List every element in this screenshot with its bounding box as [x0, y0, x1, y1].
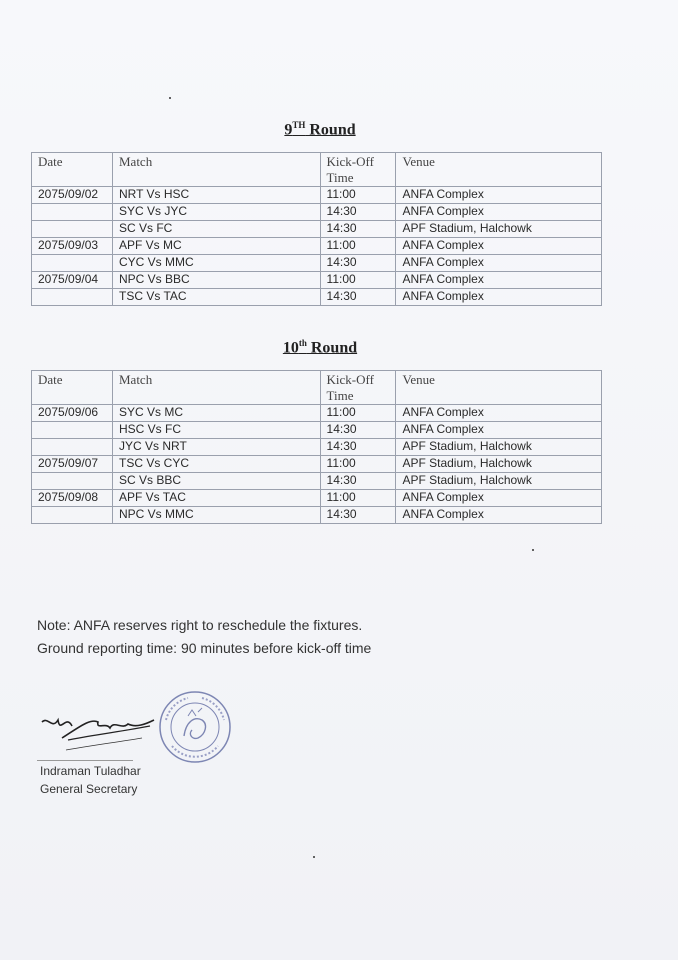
- fixture-row: [32, 490, 602, 507]
- cell-kickoff: 14:30: [320, 204, 396, 221]
- cell-venue: APF Stadium, Halchowk: [396, 221, 602, 238]
- cell-date: [32, 221, 113, 238]
- cell-match: SYC Vs MC: [112, 405, 320, 422]
- table-header-row: [32, 153, 602, 187]
- cell-venue: APF Stadium, Halchowk: [396, 439, 602, 456]
- cell-venue: APF Stadium, Halchowk: [396, 456, 602, 473]
- cell-kickoff: 14:30: [320, 289, 396, 306]
- cell-kickoff: 14:30: [320, 221, 396, 238]
- cell-match: SC Vs BBC: [112, 473, 320, 490]
- cell-kickoff: 11:00: [320, 405, 396, 422]
- cell-venue: ANFA Complex: [396, 187, 602, 204]
- header-venue: Venue: [396, 371, 602, 405]
- cell-kickoff: 11:00: [320, 272, 396, 289]
- cell-venue: ANFA Complex: [396, 405, 602, 422]
- round-10-title: 10th Round: [282, 338, 358, 357]
- cell-kickoff: 11:00: [320, 456, 396, 473]
- cell-date: [32, 255, 113, 272]
- header-date: Date: [32, 371, 113, 405]
- cell-date: 2075/09/08: [32, 490, 113, 507]
- cell-match: SYC Vs JYC: [112, 204, 320, 221]
- cell-match: APF Vs MC: [112, 238, 320, 255]
- cell-venue: ANFA Complex: [396, 204, 602, 221]
- scan-speck: [169, 97, 171, 99]
- fixture-row: [32, 204, 602, 221]
- fixture-row: [32, 473, 602, 490]
- cell-venue: APF Stadium, Halchowk: [396, 473, 602, 490]
- cell-venue: ANFA Complex: [396, 490, 602, 507]
- header-venue: Venue: [396, 153, 602, 187]
- fixture-row: [32, 187, 602, 204]
- cell-date: 2075/09/02: [32, 187, 113, 204]
- signature-line: [37, 760, 133, 761]
- signature-image: [38, 708, 158, 758]
- cell-match: TSC Vs CYC: [112, 456, 320, 473]
- scan-speck: [313, 856, 315, 858]
- fixture-row: [32, 456, 602, 473]
- fixture-row: [32, 439, 602, 456]
- cell-venue: ANFA Complex: [396, 289, 602, 306]
- fixture-row: [32, 507, 602, 524]
- cell-date: [32, 289, 113, 306]
- cell-venue: ANFA Complex: [396, 238, 602, 255]
- cell-kickoff: 11:00: [320, 187, 396, 204]
- official-seal-icon: [158, 690, 232, 764]
- cell-date: 2075/09/06: [32, 405, 113, 422]
- round-9-title: 9TH Round: [284, 120, 356, 139]
- fixture-row: [32, 238, 602, 255]
- cell-date: [32, 439, 113, 456]
- fixture-row: [32, 289, 602, 306]
- header-date: Date: [32, 153, 113, 187]
- round-9-table: [31, 152, 602, 306]
- fixture-row: [32, 405, 602, 422]
- cell-date: [32, 422, 113, 439]
- cell-match: HSC Vs FC: [112, 422, 320, 439]
- cell-kickoff: 14:30: [320, 473, 396, 490]
- cell-venue: ANFA Complex: [396, 507, 602, 524]
- header-kickoff: Kick-Off Time: [320, 371, 396, 405]
- cell-match: NPC Vs MMC: [112, 507, 320, 524]
- cell-match: JYC Vs NRT: [112, 439, 320, 456]
- cell-date: 2075/09/04: [32, 272, 113, 289]
- cell-date: [32, 507, 113, 524]
- cell-date: [32, 473, 113, 490]
- cell-venue: ANFA Complex: [396, 422, 602, 439]
- cell-kickoff: 11:00: [320, 238, 396, 255]
- fixture-row: [32, 255, 602, 272]
- fixture-row: [32, 221, 602, 238]
- fixture-row: [32, 272, 602, 289]
- cell-match: APF Vs TAC: [112, 490, 320, 507]
- header-match: Match: [112, 153, 320, 187]
- round-10-table: [31, 370, 602, 524]
- cell-match: NPC Vs BBC: [112, 272, 320, 289]
- cell-date: 2075/09/03: [32, 238, 113, 255]
- signatory-title: General Secretary: [40, 782, 138, 796]
- cell-venue: ANFA Complex: [396, 255, 602, 272]
- fixture-row: [32, 422, 602, 439]
- cell-match: TSC Vs TAC: [112, 289, 320, 306]
- cell-kickoff: 11:00: [320, 490, 396, 507]
- cell-date: 2075/09/07: [32, 456, 113, 473]
- note-reschedule: Note: ANFA reserves right to reschedule the fixtures.: [37, 617, 363, 633]
- cell-date: [32, 204, 113, 221]
- cell-match: CYC Vs MMC: [112, 255, 320, 272]
- cell-match: SC Vs FC: [112, 221, 320, 238]
- cell-kickoff: 14:30: [320, 255, 396, 272]
- cell-venue: ANFA Complex: [396, 272, 602, 289]
- cell-match: NRT Vs HSC: [112, 187, 320, 204]
- scan-speck: [532, 549, 534, 551]
- header-kickoff: Kick-Off Time: [320, 153, 396, 187]
- header-match: Match: [112, 371, 320, 405]
- signatory-name: Indraman Tuladhar: [40, 764, 141, 778]
- cell-kickoff: 14:30: [320, 507, 396, 524]
- note-reporting-time: Ground reporting time: 90 minutes before kick-off time: [37, 640, 372, 656]
- table-header-row: [32, 371, 602, 405]
- cell-kickoff: 14:30: [320, 422, 396, 439]
- cell-kickoff: 14:30: [320, 439, 396, 456]
